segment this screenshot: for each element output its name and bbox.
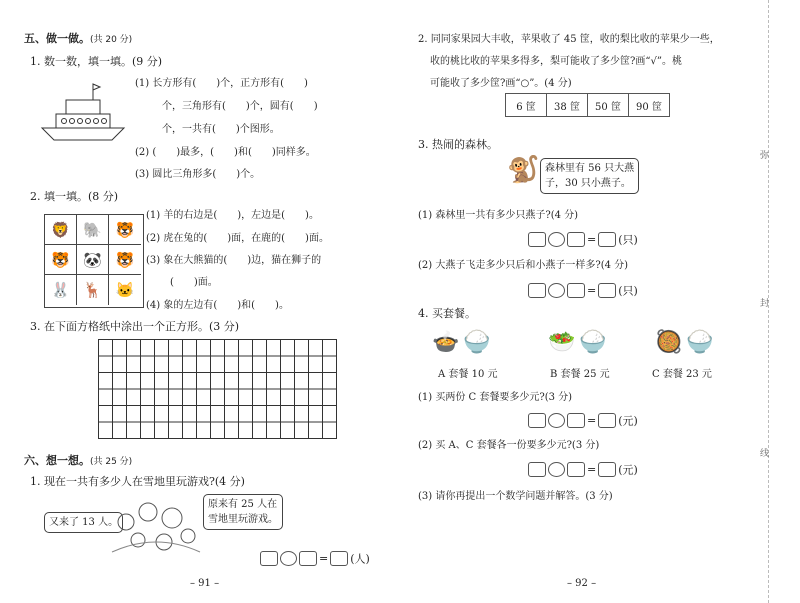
answer-box[interactable] xyxy=(598,462,616,477)
lion-icon: 🦁 xyxy=(45,215,77,245)
left-page xyxy=(0,0,395,603)
q2-title: 2. 填一填。(8 分) xyxy=(30,190,119,203)
answer-box[interactable] xyxy=(528,283,546,298)
meal-b-image: 🥗🍚 xyxy=(548,330,611,355)
panda-icon: 🐼 xyxy=(77,245,109,275)
answer-equation-swallows-total[interactable]: = (只) xyxy=(528,229,638,248)
basket-options-table xyxy=(505,93,670,117)
answer-box[interactable] xyxy=(598,413,616,428)
answer-box[interactable] xyxy=(567,283,585,298)
square-grid-paper[interactable] xyxy=(98,339,337,439)
answer-equation-a-c[interactable]: = (元) xyxy=(528,459,638,478)
q4-1-text: (1) 买两份 C 套餐要多少元?(3 分) xyxy=(418,392,573,403)
q2-text-2: 收的桃比收的苹果多得多，梨可能收了多少筐?画“√”。桃 xyxy=(430,56,682,67)
answer-box[interactable] xyxy=(528,462,546,477)
speech-bubble-originally: 原来有 25 人在 雪地里玩游戏。 xyxy=(203,494,283,530)
tiger-icon: 🐯 xyxy=(45,245,77,275)
meal-c-image: 🥘🍚 xyxy=(655,330,718,355)
answer-box[interactable] xyxy=(567,413,585,428)
answer-equation-people[interactable]: = (人) xyxy=(260,548,370,567)
option-cell[interactable]: 50 筐 xyxy=(588,94,629,117)
meal-c-label: C 套餐 23 元 xyxy=(652,369,712,380)
section-5-heading: 五、做一做。(共 20 分) xyxy=(24,32,133,45)
right-page xyxy=(400,0,800,603)
meal-a-image: 🍲🍚 xyxy=(432,330,495,355)
section-6-heading: 六、想一想。(共 25 分) xyxy=(24,454,133,467)
margin-char-2: 封 xyxy=(760,299,770,309)
q3-2-text: (2) 大燕子飞走多少只后和小燕子一样多?(4 分) xyxy=(418,260,629,271)
meal-b-label: B 套餐 25 元 xyxy=(550,369,610,380)
answer-equation-two-c[interactable]: = (元) xyxy=(528,410,638,429)
q1-line-1: (1) 长方形有( )个，正方形有( ) xyxy=(135,78,308,89)
q2-line-5: (4) 象的左边有( )和( )。 xyxy=(146,300,289,311)
q4-title: 4. 买套餐。 xyxy=(418,307,476,320)
operator-circle[interactable] xyxy=(548,232,565,247)
elephant-icon: 🐘 xyxy=(77,215,109,245)
ship-figure xyxy=(40,82,126,144)
answer-equation-swallows-diff[interactable]: = (只) xyxy=(528,280,638,299)
q3-forest-title: 3. 热闹的森林。 xyxy=(418,138,498,151)
answer-box[interactable] xyxy=(598,283,616,298)
q1-title: 1. 数一数，填一填。(9 分) xyxy=(30,55,163,68)
q1-line-4: (2) ( )最多，( )和( )同样多。 xyxy=(135,147,316,158)
q2-line-2: (2) 虎在兔的( )面，在鹿的( )面。 xyxy=(146,233,329,244)
answer-box[interactable] xyxy=(598,232,616,247)
q2-line-1: (1) 羊的右边是( )，左边是( )。 xyxy=(146,210,319,221)
answer-box[interactable] xyxy=(260,551,278,566)
margin-char-3: 线 xyxy=(760,449,770,459)
answer-box[interactable] xyxy=(299,551,317,566)
q4-3-text: (3) 请你再提出一个数学问题并解答。(3 分) xyxy=(418,491,613,502)
animal-grid xyxy=(44,214,144,308)
rabbit-icon: 🐰 xyxy=(45,275,77,305)
q4-2-text: (2) 买 A、C 套餐各一份要多少元?(3 分) xyxy=(418,440,600,451)
speech-bubble-swallows: 森林里有 56 只大燕 子，30 只小燕子。 xyxy=(540,158,639,194)
q2-line-3: (3) 象在大熊猫的( )边，猫在狮子的 xyxy=(146,255,322,266)
q2-text-3: 可能收了多少筐?画“○”。(4 分) xyxy=(430,78,572,89)
q6-1-title: 1. 现在一共有多少人在雪地里玩游戏?(4 分) xyxy=(30,475,245,488)
answer-box[interactable] xyxy=(567,462,585,477)
q3-1-text: (1) 森林里一共有多少只燕子?(4 分) xyxy=(418,210,579,221)
snow-play-illustration xyxy=(108,492,204,556)
operator-circle[interactable] xyxy=(548,413,565,428)
q1-line-2: 个，三角形有( )个，圆有( ) xyxy=(162,101,318,112)
answer-box[interactable] xyxy=(330,551,348,566)
operator-circle[interactable] xyxy=(548,283,565,298)
deer-icon: 🦌 xyxy=(77,275,109,305)
q1-line-5: (3) 圆比三角形多( )个。 xyxy=(135,169,261,180)
q2-text-1: 2. 同同家果园大丰收，苹果收了 45 筐，收的梨比收的苹果少一些， xyxy=(418,34,720,45)
tiger-icon: 🐯 xyxy=(109,215,141,245)
answer-box[interactable] xyxy=(528,413,546,428)
page-number-left: – 91 – xyxy=(190,578,220,589)
margin-char-1: 弥 xyxy=(760,151,770,161)
q1-line-3: 个，一共有( )个图形。 xyxy=(162,124,280,135)
page-number-right: – 92 – xyxy=(567,578,597,589)
q3-title: 3. 在下面方格纸中涂出一个正方形。(3 分) xyxy=(30,320,240,333)
answer-box[interactable] xyxy=(528,232,546,247)
q2-line-4: ( )面。 xyxy=(170,277,218,288)
option-cell[interactable]: 38 筐 xyxy=(547,94,588,117)
answer-box[interactable] xyxy=(567,232,585,247)
operator-circle[interactable] xyxy=(280,551,297,566)
meal-a-label: A 套餐 10 元 xyxy=(438,369,498,380)
speech-bubble-came: 又来了 13 人。 xyxy=(44,512,123,533)
option-cell[interactable]: 6 筐 xyxy=(506,94,547,117)
monkey-icon: 🐒 xyxy=(507,155,540,185)
option-cell[interactable]: 90 筐 xyxy=(629,94,670,117)
cat-icon: 🐱 xyxy=(115,281,135,299)
operator-circle[interactable] xyxy=(548,462,565,477)
tiger-icon: 🐯 xyxy=(109,245,141,275)
